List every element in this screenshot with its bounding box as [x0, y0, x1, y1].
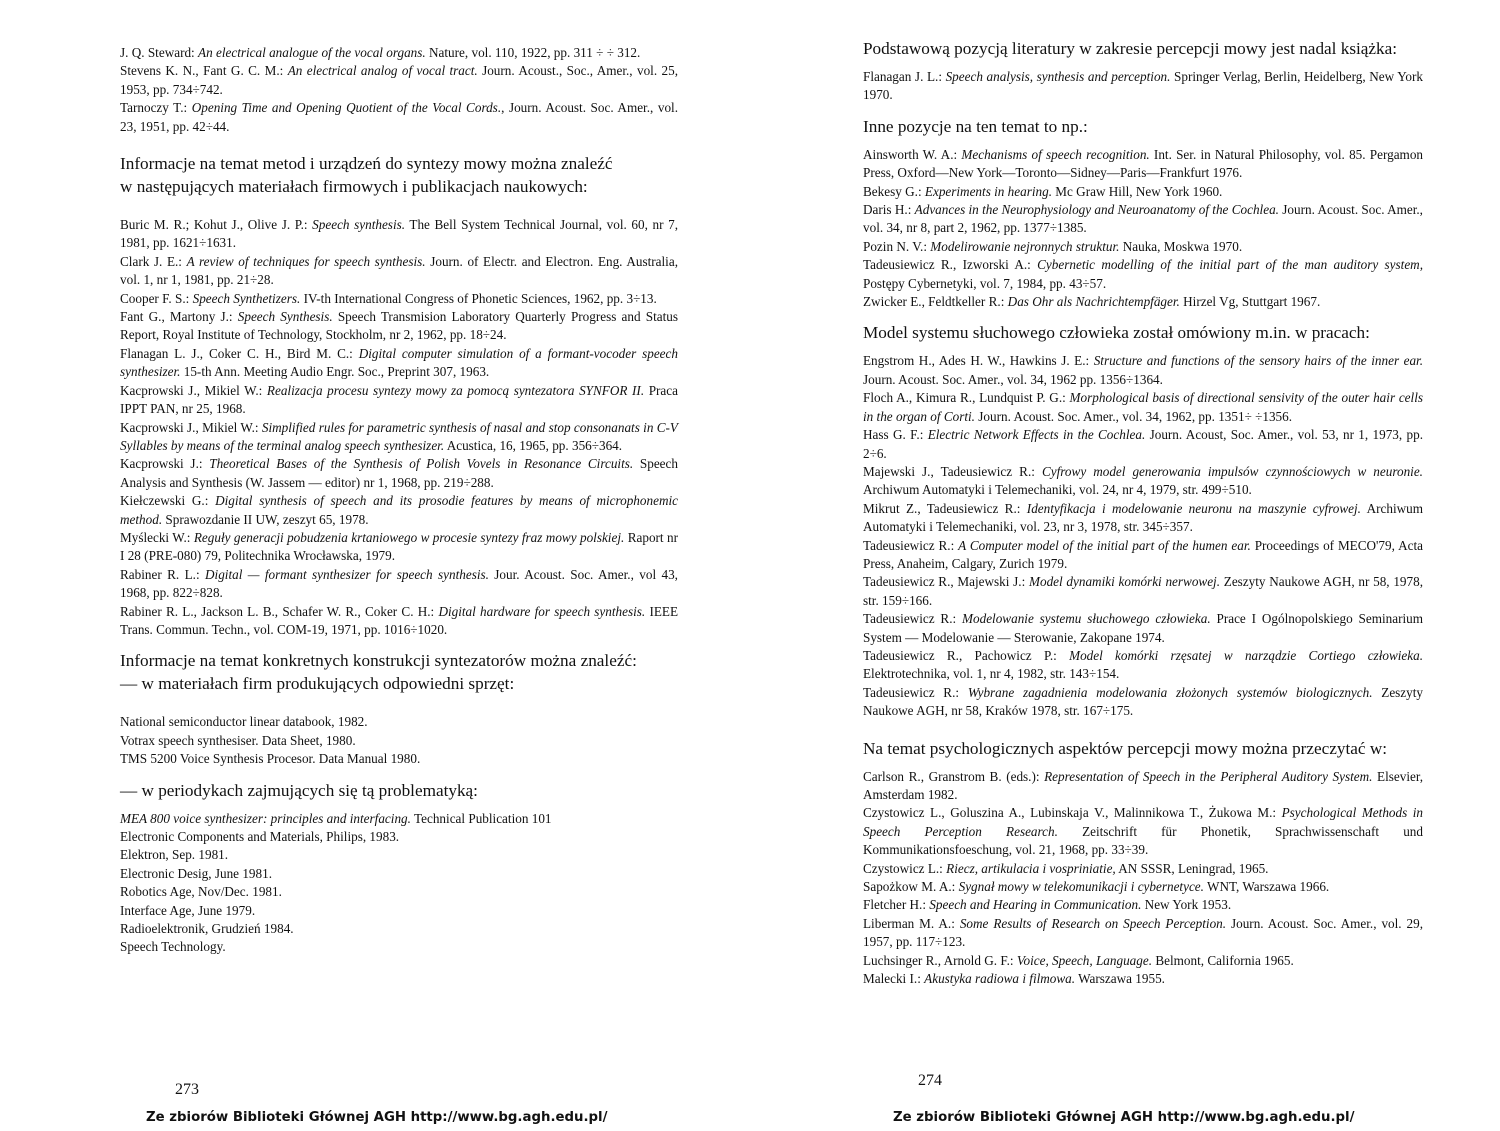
- reference-authors: Stevens K. N., Fant G. C. M.:: [120, 63, 288, 79]
- reference-authors: Fletcher H.:: [863, 897, 930, 913]
- reference-details: Journ. Acoust, Soc. Amer., vol. 53, nr 1, 1973, pp. 2÷6.: [863, 427, 1423, 461]
- reference-title: Speech Synthetizers.: [192, 290, 301, 306]
- reference-authors: Carlson R., Granstrom B. (eds.):: [863, 768, 1045, 784]
- reference-details: Nature, vol. 110, 1922, pp. 311 ÷ ÷ 312.: [425, 45, 641, 60]
- reference-details: IV-th International Congress of Phonetic Sciences, 1962, pp. 3÷13.: [300, 290, 657, 306]
- right-page-text: [863, 37, 1423, 988]
- reference-details: Archiwum Automatyki i Telemechaniki, vol. 24, nr 4, 1979, str. 499÷510.: [863, 482, 1252, 498]
- reference-title: Theoretical Bases of the Synthesis of Polish Vovels in Resonance Circuits.: [209, 456, 634, 472]
- reference-title: Morphological basis of directional sensivity of the outer hair cells in the organ of Corti.: [863, 390, 1423, 424]
- reference-authors: Zwicker E., Feldtkeller R.:: [863, 294, 1008, 310]
- heading-line: Informacje na temat konkretnych konstrukcji syntezatorów można znaleźć:: [120, 651, 637, 671]
- heading-line: — w materiałach firm produkujących odpowiedni sprzęt:: [120, 674, 515, 694]
- reference-details: Journ. Acoust. Soc. Amer., vol. 34, 1962, pp. 1351÷ ÷1356.: [974, 408, 1293, 424]
- reference-title: Psychological Methods in Speech Perception Research.: [863, 805, 1423, 839]
- left-page-text: [120, 44, 678, 957]
- reference-title: Wybrane zagadnienia modelowania złożonych systemów biologicznych.: [967, 684, 1373, 700]
- reference-title: Cyfrowy model generowania impulsów czynnościowych w neuronie.: [1041, 463, 1423, 479]
- reference-authors: Electronic Components and Materials, Philips, 1983.: [120, 829, 400, 844]
- reference-authors: Liberman M. A.:: [863, 915, 960, 931]
- reference-title: Mechanisms of speech recognition.: [961, 146, 1150, 162]
- reference-details: Prace I Ogólnopolskiego Seminarium System — Modelowanie — Sterowanie, Zakopane 1974.: [863, 611, 1424, 645]
- reference-authors: Tarnoczy T.:: [120, 100, 192, 116]
- heading-line: Na temat psychologicznych aspektów percepcji mowy można przeczytać w:: [863, 738, 1388, 758]
- reference-entry: [863, 915, 1423, 952]
- reference-details: IEEE Trans. Commun. Techn., vol. COM-19, 1971, pp. 1016÷1020.: [120, 603, 679, 637]
- reference-entry: [863, 68, 1423, 105]
- source-entry: [120, 732, 678, 750]
- reference-entry: [863, 463, 1423, 500]
- reference-title: An electrical analog of vocal tract.: [287, 63, 478, 79]
- reference-title: Speech Synthesis.: [237, 309, 333, 325]
- reference-entry: [120, 419, 678, 456]
- reference-authors: Flanagan L. J., Coker C. H., Bird M. C.:: [120, 345, 359, 361]
- reference-authors: Bekesy G.:: [863, 183, 925, 199]
- source-entry: [120, 902, 678, 920]
- reference-authors: Engstrom H., Ades H. W., Hawkins J. E.:: [863, 353, 1094, 369]
- source-entry: [120, 750, 678, 768]
- reference-details: Nauka, Moskwa 1970.: [1119, 238, 1243, 254]
- heading-line: Podstawową pozycją literatury w zakresie percepcji mowy jest nadal książka:: [863, 39, 1398, 58]
- reference-entry: [863, 238, 1423, 256]
- reference-title: Sygnał mowy w telekomunikacji i cybernetyce.: [958, 879, 1204, 895]
- reference-entry: [863, 804, 1423, 859]
- reference-details: Postępy Cybernetyki, vol. 7, 1984, pp. 43÷57.: [863, 275, 1107, 291]
- reference-title: A Computer model of the initial part of the humen ear.: [958, 537, 1251, 553]
- footer-left: Ze zbiorów Biblioteki Głównej AGH http://www.bg.agh.edu.pl/: [146, 1110, 608, 1125]
- reference-details: Archiwum Automatyki i Telemechaniki, vol. 23, nr 3, 1978, str. 345÷357.: [863, 500, 1423, 535]
- reference-authors: Daris H.:: [863, 202, 915, 218]
- spacer: [120, 703, 678, 713]
- reference-details: , Journ. Acoust. Soc. Amer., vol. 23, 1951, pp. 42÷44.: [120, 100, 678, 134]
- heading-line: — w periodykach zajmujących się tą problematyką:: [120, 780, 478, 800]
- reference-details: Journ. Acoust. Soc. Amer., vol. 34, 1962 pp. 1356÷1364.: [863, 371, 1163, 387]
- reference-title: Speech and Hearing in Communication.: [929, 897, 1142, 913]
- section-heading: [120, 779, 678, 802]
- reference-authors: Tadeusiewicz R.:: [863, 684, 968, 700]
- reference-authors: Tadeusiewicz R., Izworski A.:: [863, 257, 1038, 273]
- reference-authors: Kacprowski J., Mikiel W.:: [120, 419, 262, 435]
- section-heading: [863, 37, 1423, 60]
- reference-title: Cybernetic modelling of the initial part of the man auditory system,: [1037, 257, 1423, 273]
- reference-details: The Bell System Technical Journal, vol. 60, nr 7, 1981, pp. 1621÷1631.: [120, 217, 678, 251]
- reference-title: Model dynamiki komórki nerwowej.: [1029, 574, 1221, 590]
- reference-title: A review of techniques for speech synthesis.: [186, 253, 426, 269]
- section-heading: [863, 321, 1423, 344]
- source-entry: [120, 828, 678, 846]
- reference-entry: [120, 99, 678, 136]
- reference-authors: Fant G., Martony J.:: [120, 309, 238, 325]
- reference-details: Journ. Acoust., Soc., Amer., vol. 25, 1953, pp. 734÷742.: [120, 63, 678, 97]
- reference-title: Reguły generacji pobudzenia krtaniowego w procesie syntezy fraz mowy polskiej.: [193, 529, 625, 545]
- reference-details: Zeszyty Naukowe AGH, nr 58, Kraków 1978, str. 167÷175.: [863, 684, 1424, 719]
- right-page: [750, 0, 1500, 1131]
- reference-entry: [863, 426, 1423, 463]
- footer-right: Ze zbiorów Biblioteki Głównej AGH http://www.bg.agh.edu.pl/: [893, 1110, 1355, 1125]
- reference-authors: Hass G. F.:: [863, 427, 928, 443]
- reference-details: Praca IPPT PAN, nr 25, 1968.: [120, 382, 678, 417]
- reference-details: Elektrotechnika, vol. 1, nr 4, 1982, str. 143÷154.: [863, 666, 1120, 682]
- reference-authors: Tadeusiewicz R.:: [863, 537, 959, 553]
- reference-entry: [863, 146, 1423, 183]
- reference-entry: [863, 768, 1423, 805]
- reference-entry: [120, 566, 678, 603]
- reference-authors: Mikrut Z., Tadeusiewicz R.:: [863, 500, 1027, 516]
- section-heading: [120, 649, 678, 695]
- reference-entry: [120, 216, 678, 253]
- reference-authors: Speech Technology.: [120, 939, 226, 955]
- reference-entry: [120, 253, 678, 290]
- reference-entry: [863, 952, 1423, 970]
- reference-details: Journ. Acoust. Soc. Amer., vol. 34, nr 8, part 2, 1962, pp. 1377÷1385.: [863, 202, 1423, 236]
- reference-authors: Clark J. E.:: [120, 253, 187, 269]
- reference-entry: [120, 529, 678, 566]
- reference-entry: [120, 345, 678, 382]
- reference-title: Digital hardware for speech synthesis.: [438, 603, 646, 619]
- reference-title: An electrical analogue of the vocal organs.: [198, 45, 426, 60]
- reference-details: Zeszyty Naukowe AGH, nr 58, 1978, str. 159÷166.: [863, 574, 1423, 608]
- reference-title: Simplified rules for parametric synthesis of nasal and stop consonanats in C-V Syllables by means of the terminal analog speech synthesizer.: [120, 419, 678, 453]
- reference-title: Experiments in hearing.: [924, 183, 1052, 199]
- reference-entry: [863, 500, 1423, 537]
- reference-details: Speech Analysis and Synthesis (W. Jassem — editor) nr 1, 1968, pp. 219÷288.: [120, 456, 678, 490]
- reference-entry: [863, 610, 1423, 647]
- reference-details: WNT, Warszawa 1966.: [1203, 879, 1330, 895]
- reference-entry: [863, 970, 1423, 988]
- reference-title: Advances in the Neurophysiology and Neuroanatomy of the Cochlea.: [914, 202, 1279, 218]
- spacer: [120, 639, 678, 649]
- reference-details: Sprawozdanie II UW, zeszyt 65, 1978.: [162, 511, 369, 527]
- spacer: [863, 311, 1423, 321]
- reference-title: Voice, Speech, Language.: [1016, 952, 1153, 968]
- reference-entry: [120, 290, 678, 308]
- reference-details: Warszawa 1955.: [1075, 971, 1165, 987]
- reference-authors: Votrax speech synthesiser. Data Sheet, 1980.: [120, 732, 356, 748]
- reference-details: Elsevier, Amsterdam 1982.: [863, 768, 1424, 802]
- heading-line: Informacje na temat metod i urządzeń do syntezy mowy można znaleźć: [120, 154, 613, 174]
- reference-entry: [863, 256, 1423, 293]
- reference-authors: Luchsinger R., Arnold G. F.:: [863, 952, 1017, 968]
- reference-title: Electric Network Effects in the Cochlea.: [927, 427, 1146, 443]
- spacer: [120, 769, 678, 779]
- reference-title: MEA 800 voice synthesizer: principles and interfacing.: [120, 810, 411, 826]
- heading-line: Inne pozycje na ten temat to np.:: [863, 116, 1088, 136]
- reference-title: Das Ohr als Nachrichtempfäger.: [1007, 294, 1180, 310]
- reference-authors: Pozin N. V.:: [863, 238, 931, 254]
- reference-authors: Elektron, Sep. 1981.: [120, 847, 229, 863]
- reference-authors: Tadeusiewicz R., Majewski J.:: [863, 574, 1029, 590]
- reference-authors: Kiełczewski G.:: [120, 493, 216, 509]
- source-entry: [120, 938, 678, 956]
- reference-details: Journ. Acoust. Soc. Amer., vol. 29, 1957, pp. 117÷123.: [863, 915, 1424, 950]
- source-entry: [120, 846, 678, 864]
- reference-title: Akustyka radiowa i filmowa.: [924, 971, 1076, 987]
- reference-entry: [120, 62, 678, 99]
- reference-title: Speech analysis, synthesis and perception.: [945, 69, 1171, 84]
- reference-authors: Buric M. R.; Kohut J., Olive J. P.:: [120, 217, 313, 233]
- reference-title: Model komórki rzęsatej w narządzie Cortiego człowieka.: [1069, 647, 1424, 663]
- spacer: [863, 105, 1423, 115]
- reference-details: Acustica, 16, 1965, pp. 356÷364.: [444, 437, 623, 453]
- reference-authors: Robotics Age, Nov/Dec. 1981.: [120, 884, 282, 900]
- reference-authors: Floch A., Kimura R., Lundquist P. G.:: [863, 390, 1070, 406]
- reference-details: Proceedings of MECO'79, Acta Press, Anaheim, Calgary, Zurich 1979.: [863, 537, 1423, 571]
- reference-entry: [863, 352, 1423, 389]
- reference-title: Opening Time and Opening Quotient of the Vocal Cords.: [191, 100, 502, 116]
- reference-entry: [863, 573, 1423, 610]
- reference-authors: J. Q. Steward:: [120, 45, 199, 60]
- reference-details: Jour. Acoust. Soc. Amer., vol 43, 1968, pp. 822÷828.: [120, 566, 678, 601]
- reference-entry: [120, 382, 678, 419]
- section-heading: [120, 152, 678, 198]
- reference-entry: [863, 183, 1423, 201]
- reference-authors: Flanagan J. L.:: [863, 69, 946, 84]
- reference-title: Representation of Speech in the Peripheral Auditory System.: [1044, 768, 1373, 784]
- section-heading: [863, 737, 1423, 760]
- reference-entry: [120, 308, 678, 345]
- reference-title: Digital computer simulation of a formant-vocoder speech synthesizer.: [120, 345, 678, 380]
- reference-authors: Ainsworth W. A.:: [863, 146, 962, 162]
- reference-entry: [863, 537, 1423, 574]
- reference-entry: [863, 389, 1423, 426]
- reference-title: Speech synthesis.: [312, 217, 406, 233]
- reference-details: Hirzel Vg, Stuttgart 1967.: [1179, 294, 1321, 310]
- reference-title: Realizacja procesu syntezy mowy za pomocą syntezatora SYNFOR II.: [266, 382, 645, 398]
- source-entry: [120, 810, 678, 828]
- reference-details: 15-th Ann. Meeting Audio Engr. Soc., Preprint 307, 1963.: [180, 364, 490, 380]
- reference-details: Mc Graw Hill, New York 1960.: [1052, 183, 1223, 199]
- reference-title: Modelowanie systemu słuchowego człowieka.: [962, 611, 1211, 627]
- spacer: [120, 136, 678, 152]
- reference-authors: Tadeusiewicz R.:: [863, 611, 963, 627]
- reference-authors: Rabiner R. L.:: [120, 566, 205, 582]
- reference-entry: [863, 860, 1423, 878]
- reference-details: Springer Verlag, Berlin, Heidelberg, New York 1970.: [863, 69, 1423, 103]
- reference-title: Digital — formant synthesizer for speech synthesis.: [205, 566, 489, 582]
- reference-title: Some Results of Research on Speech Perception.: [959, 915, 1227, 931]
- reference-authors: TMS 5200 Voice Synthesis Procesor. Data Manual 1980.: [120, 751, 421, 767]
- spacer: [863, 721, 1423, 737]
- source-entry: [120, 883, 678, 901]
- reference-authors: Myślecki W.:: [120, 529, 194, 545]
- reference-authors: National semiconductor linear databook, 1982.: [120, 714, 368, 730]
- reference-authors: Cooper F. S.:: [120, 290, 193, 306]
- reference-authors: Czystowicz L., Goluszina A., Lubinskaja V., Malinnikowa T., Żukowa M.:: [863, 805, 1282, 821]
- reference-details: Belmont, California 1965.: [1152, 952, 1294, 968]
- reference-details: Raport nr I 28 (PRE-080) 79, Politechnika Wrocławska, 1979.: [120, 529, 678, 564]
- reference-details: Speech Transmision Laboratory Quarterly Progress and Status Report, Royal Institute of Technology, Stockholm, nr 2, 1962, pp. 18÷24.: [120, 309, 678, 343]
- reference-entry: [863, 647, 1423, 684]
- reference-details: New York 1953.: [1141, 897, 1232, 913]
- page-number-left: 273: [175, 1081, 199, 1098]
- reference-authors: Interface Age, June 1979.: [120, 902, 256, 918]
- reference-details: Int. Ser. in Natural Philosophy, vol. 85. Pergamon Press, Oxford—New York—Toronto—Sidney—Paris—Frankfurt 1976.: [863, 146, 1424, 181]
- reference-authors: Kacprowski J., Mikiel W.:: [120, 382, 267, 398]
- reference-authors: Sapożkow M. A.:: [863, 879, 959, 895]
- reference-entry: [120, 492, 678, 529]
- reference-authors: Majewski J., Tadeusiewicz R.:: [863, 463, 1042, 479]
- reference-authors: Tadeusiewicz R., Pachowicz P.:: [863, 647, 1070, 663]
- reference-details: Zeitschrift für Phonetik, Sprachwissenschaft und Kommunikationsfoeschung, vol. 21, 1968, pp. 33÷39.: [863, 823, 1423, 858]
- reference-title: Structure and functions of the sensory hairs of the inner ear.: [1093, 353, 1424, 369]
- reference-entry: [863, 878, 1423, 896]
- reference-entry: [863, 684, 1423, 721]
- reference-authors: Radioelektronik, Grudzień 1984.: [120, 921, 294, 937]
- reference-authors: Electronic Desig, June 1981.: [120, 865, 272, 881]
- reference-authors: Czystowicz L.:: [863, 860, 947, 876]
- reference-details: Technical Publication 101: [410, 810, 552, 826]
- reference-entry: [120, 455, 678, 492]
- reference-title: Identyfikacja i modelowanie neuronu na maszynie cyfrowej.: [1026, 500, 1361, 516]
- reference-entry: [120, 603, 678, 640]
- page-number-right: 274: [918, 1072, 942, 1089]
- reference-title: Riecz, artikulacia i vospriniatie,: [946, 860, 1116, 876]
- spacer: [120, 206, 678, 216]
- reference-entry: [863, 293, 1423, 311]
- reference-authors: Rabiner R. L., Jackson L. B., Schafer W. R., Coker C. H.:: [120, 603, 439, 619]
- section-heading: [863, 115, 1423, 138]
- reference-entry: [863, 201, 1423, 238]
- reference-entry: [120, 44, 678, 62]
- heading-line: Model systemu słuchowego człowieka został omówiony m.in. w pracach:: [863, 323, 1370, 343]
- heading-line: w następujących materiałach firmowych i publikacjach naukowych:: [120, 177, 588, 197]
- reference-authors: Malecki I.:: [863, 971, 925, 987]
- source-entry: [120, 920, 678, 938]
- source-entry: [120, 865, 678, 883]
- reference-title: Digital synthesis of speech and its prosodie features by means of microphonemic method.: [120, 493, 678, 527]
- reference-details: Journ. of Electr. and Electron. Eng. Australia, vol. 1, nr 1, 1981, pp. 21÷28.: [120, 253, 678, 288]
- reference-entry: [863, 896, 1423, 914]
- reference-details: AN SSSR, Leningrad, 1965.: [1115, 860, 1269, 876]
- source-entry: [120, 713, 678, 731]
- reference-authors: Kacprowski J.:: [120, 456, 210, 472]
- reference-title: Modelirowanie nejronnych struktur.: [930, 238, 1120, 254]
